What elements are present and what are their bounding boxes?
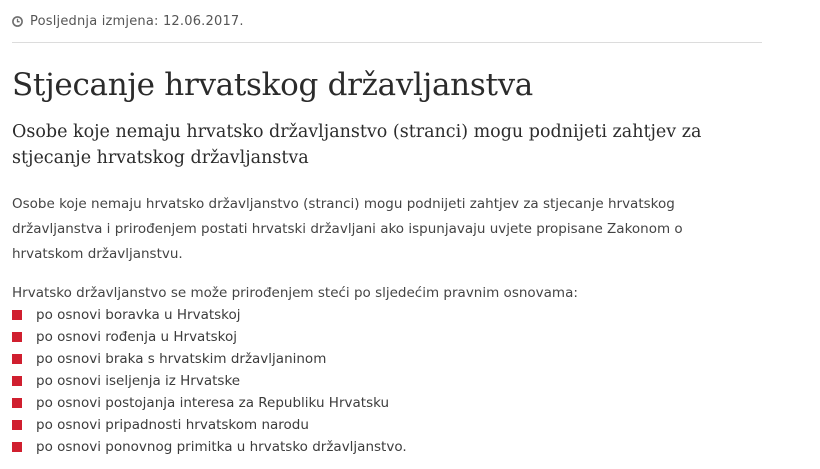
- bullet-square-icon: [12, 376, 22, 386]
- list-item: [12, 436, 762, 458]
- list-item: [12, 304, 762, 326]
- list-item-text: po osnovi rođenja u Hrvatskoj: [36, 329, 238, 345]
- list-item-text: po osnovi pripadnosti hrvatskom narodu: [36, 417, 309, 433]
- list-item-text: po osnovi braka s hrvatskim državljaninom: [36, 351, 327, 367]
- list-item-text: po osnovi boravka u Hrvatskoj: [36, 307, 241, 323]
- divider: [12, 42, 762, 43]
- last-modified-text: Posljednja izmjena: 12.06.2017.: [30, 13, 244, 29]
- bases-lead-text: Hrvatsko državljanstvo se može prirođenjem steći po sljedećim pravnim osnovama:: [12, 285, 578, 301]
- list-item-text: po osnovi postojanja interesa za Republiku Hrvatsku: [36, 395, 390, 411]
- list-item: [12, 414, 762, 436]
- list-item: [12, 392, 762, 414]
- page-title: Stjecanje hrvatskog državljanstva: [12, 67, 533, 103]
- list-item-text: po osnovi iseljenja iz Hrvatske: [36, 373, 241, 389]
- bullet-square-icon: [12, 442, 22, 452]
- bullet-square-icon: [12, 398, 22, 408]
- last-modified-row: [12, 0, 762, 42]
- bullet-square-icon: [12, 332, 22, 342]
- bullet-square-icon: [12, 310, 22, 320]
- list-item-text: po osnovi ponovnog primitka u hrvatsko državljanstvo.: [36, 439, 407, 455]
- article-container: [12, 0, 762, 458]
- page-subtitle: Osobe koje nemaju hrvatsko državljanstvo (stranci) mogu podnijeti zahtjev za stjecanje hrvatskog državljanstva: [12, 122, 702, 168]
- list-item: [12, 370, 762, 392]
- list-item: [12, 326, 762, 348]
- bullet-square-icon: [12, 354, 22, 364]
- bullet-square-icon: [12, 420, 22, 430]
- legal-bases-list: [12, 304, 762, 458]
- intro-paragraph: Osobe koje nemaju hrvatsko državljanstvo (stranci) mogu podnijeti zahtjev za stjecanje hrvatskog državljanstva i prirođenjem postati hrvatski državljani ako ispunjavaju uvjete propisane Zakonom o hrvatskom državljanstvu.: [12, 196, 683, 262]
- clock-icon: [12, 16, 23, 27]
- list-item: [12, 348, 762, 370]
